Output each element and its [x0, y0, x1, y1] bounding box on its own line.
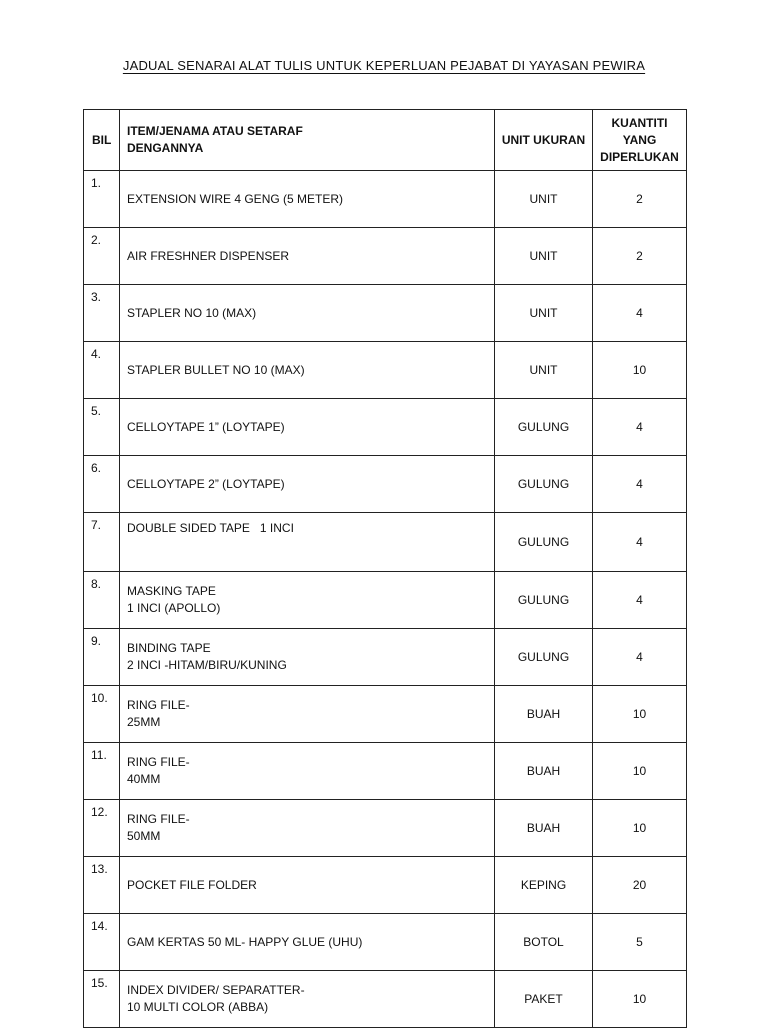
- row-qty: 2: [593, 228, 687, 285]
- table-row: [84, 228, 687, 285]
- row-bil: 14.: [84, 914, 120, 971]
- row-unit: GULUNG: [495, 456, 593, 513]
- row-qty: 4: [593, 399, 687, 456]
- row-item: [120, 285, 495, 342]
- table-row: [84, 914, 687, 971]
- row-item-line: STAPLER BULLET NO 10 (MAX): [127, 362, 305, 377]
- header-item-line: ITEM/JENAMA ATAU SETARAF: [127, 124, 303, 138]
- row-qty: 10: [593, 971, 687, 1028]
- row-bil: 15.: [84, 971, 120, 1028]
- row-bil: 7.: [84, 513, 120, 572]
- row-item: [120, 971, 495, 1028]
- row-item-line: EXTENSION WIRE 4 GENG (5 METER): [127, 191, 344, 206]
- row-unit: GULUNG: [495, 513, 593, 572]
- row-unit: UNIT: [495, 228, 593, 285]
- header-unit: UNIT UKURAN: [495, 110, 593, 171]
- header-item: [120, 110, 495, 171]
- row-qty: 4: [593, 456, 687, 513]
- row-item-line: DOUBLE SIDED TAPE 1 INCI: [127, 521, 294, 535]
- header-item-line: DENGANNYA: [127, 141, 204, 155]
- row-bil: 12.: [84, 800, 120, 857]
- table-row: [84, 857, 687, 914]
- row-unit: GULUNG: [495, 399, 593, 456]
- row-unit: UNIT: [495, 342, 593, 399]
- row-bil: 6.: [84, 456, 120, 513]
- table-row: [84, 342, 687, 399]
- table-row: [84, 399, 687, 456]
- row-qty: 10: [593, 686, 687, 743]
- row-item-line: 10 MULTI COLOR (ABBA): [127, 1000, 269, 1014]
- row-item-line: 1 INCI (APOLLO): [127, 601, 221, 615]
- row-item: [120, 171, 495, 228]
- header-qty: [593, 110, 687, 171]
- row-item-line: GAM KERTAS 50 ML- HAPPY GLUE (UHU): [127, 934, 363, 949]
- row-bil: 13.: [84, 857, 120, 914]
- row-item: [120, 743, 495, 800]
- row-unit: BUAH: [495, 800, 593, 857]
- row-item-line: CELLOYTAPE 2” (LOYTAPE): [127, 476, 285, 491]
- row-bil: 11.: [84, 743, 120, 800]
- document-title: [0, 58, 768, 73]
- row-item-line: MASKING TAPE: [127, 584, 216, 598]
- table-row: [84, 629, 687, 686]
- row-item: [120, 686, 495, 743]
- table-row: [84, 686, 687, 743]
- row-qty: 4: [593, 513, 687, 572]
- row-bil: 8.: [84, 572, 120, 629]
- header-qty-line: DIPERLUKAN: [600, 149, 679, 164]
- row-unit: UNIT: [495, 171, 593, 228]
- row-bil: 2.: [84, 228, 120, 285]
- row-unit: GULUNG: [495, 629, 593, 686]
- row-item-line: CELLOYTAPE 1” (LOYTAPE): [127, 419, 285, 434]
- header-qty-line: KUANTITI: [611, 115, 668, 130]
- row-item: [120, 857, 495, 914]
- table-row: [84, 572, 687, 629]
- row-item: [120, 513, 495, 572]
- row-item: [120, 399, 495, 456]
- row-item-line: AIR FRESHNER DISPENSER: [127, 248, 290, 263]
- table-header-row: [84, 110, 687, 171]
- row-item-line: STAPLER NO 10 (MAX): [127, 305, 257, 320]
- stationery-table: [83, 109, 687, 1028]
- row-qty: 10: [593, 743, 687, 800]
- table-row: [84, 513, 687, 572]
- row-unit: BOTOL: [495, 914, 593, 971]
- row-item: [120, 629, 495, 686]
- table-row: [84, 800, 687, 857]
- row-bil: 1.: [84, 171, 120, 228]
- row-qty: 2: [593, 171, 687, 228]
- row-item-line: 50MM: [127, 829, 161, 843]
- row-item-line: POCKET FILE FOLDER: [127, 877, 257, 892]
- row-item: [120, 914, 495, 971]
- row-qty: 10: [593, 342, 687, 399]
- row-item-line: 40MM: [127, 772, 161, 786]
- row-unit: UNIT: [495, 285, 593, 342]
- row-qty: 4: [593, 285, 687, 342]
- row-item-line: RING FILE-: [127, 755, 190, 769]
- row-unit: KEPING: [495, 857, 593, 914]
- row-unit: BUAH: [495, 686, 593, 743]
- row-unit: GULUNG: [495, 572, 593, 629]
- document-title-text: JADUAL SENARAI ALAT TULIS UNTUK KEPERLUAN PEJABAT DI YAYASAN PEWIRA: [122, 58, 646, 73]
- row-bil: 9.: [84, 629, 120, 686]
- row-item: [120, 800, 495, 857]
- row-unit: PAKET: [495, 971, 593, 1028]
- row-unit: BUAH: [495, 743, 593, 800]
- row-bil: 5.: [84, 399, 120, 456]
- row-item: [120, 228, 495, 285]
- row-item-line: RING FILE-: [127, 698, 190, 712]
- table-row: [84, 171, 687, 228]
- row-item-line: 25MM: [127, 715, 161, 729]
- row-item: [120, 342, 495, 399]
- row-bil: 10.: [84, 686, 120, 743]
- row-item-line: RING FILE-: [127, 812, 190, 826]
- row-qty: 4: [593, 629, 687, 686]
- row-item-line: INDEX DIVIDER/ SEPARATTER-: [127, 983, 305, 997]
- row-qty: 4: [593, 572, 687, 629]
- table-row: [84, 285, 687, 342]
- row-bil: 4.: [84, 342, 120, 399]
- table-row: [84, 456, 687, 513]
- row-bil: 3.: [84, 285, 120, 342]
- row-item: [120, 456, 495, 513]
- header-bil: BIL: [84, 110, 120, 171]
- row-item: [120, 572, 495, 629]
- row-item-line: 2 INCI -HITAM/BIRU/KUNING: [127, 658, 287, 672]
- header-qty-line: YANG: [622, 132, 657, 147]
- row-qty: 5: [593, 914, 687, 971]
- row-qty: 20: [593, 857, 687, 914]
- table-body: [84, 171, 687, 1028]
- table-row: [84, 971, 687, 1028]
- table-row: [84, 743, 687, 800]
- row-qty: 10: [593, 800, 687, 857]
- row-item-line: BINDING TAPE: [127, 641, 211, 655]
